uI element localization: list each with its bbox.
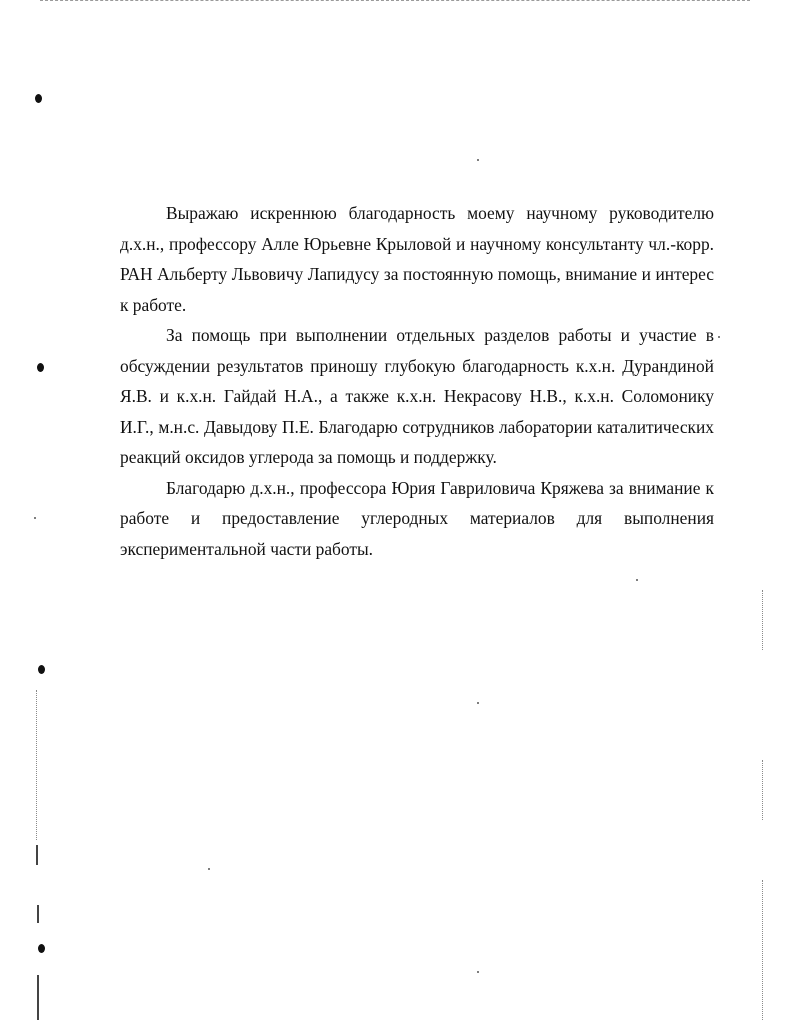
acknowledgement-paragraph: Выражаю искреннюю благодарность моему научному руководителю д.х.н., профессору Алле Юрьевне Крыловой и научному консультанту чл.-корр. РАН Альберту Львовичу Лапидусу за постоянную помощь, внимание и интерес к работе. — [120, 203, 714, 315]
scan-edge-noise — [37, 975, 40, 1020]
punch-hole-mark — [35, 94, 42, 103]
scan-top-edge — [40, 0, 750, 1]
scan-speck — [477, 971, 479, 973]
punch-hole-mark — [38, 944, 45, 953]
scan-speck — [477, 159, 479, 161]
scan-edge-noise — [36, 845, 39, 865]
scan-speck — [636, 579, 638, 581]
acknowledgements-text — [120, 198, 714, 564]
scan-speck — [718, 336, 720, 338]
scan-speck — [34, 517, 36, 519]
scan-edge-noise — [762, 590, 764, 650]
scan-edge-noise — [37, 905, 40, 923]
acknowledgement-paragraph: За помощь при выполнении отдельных разделов работы и участие в обсуждении результатов приношу глубокую благодарность к.х.н. Дурандиной Я.В. и к.х.н. Гайдай Н.А., а также к.х.н. Некрасову Н.В., к.х.н. Соломонику И.Г., м.н.с. Давыдову П.Е. Благодарю сотрудников лаборатории каталитических реакций оксидов углерода за помощь и поддержку. — [120, 325, 714, 467]
scan-edge-noise — [36, 690, 38, 840]
scan-edge-noise — [762, 760, 764, 820]
scan-speck — [208, 868, 210, 870]
punch-hole-mark — [38, 665, 45, 674]
scan-speck — [477, 702, 479, 704]
punch-hole-mark — [37, 363, 44, 372]
scan-edge-noise — [762, 880, 764, 1020]
acknowledgement-paragraph: Благодарю д.х.н., профессора Юрия Гавриловича Кряжева за внимание к работе и предоставление углеродных материалов для выполнения экспериментальной части работы. — [120, 477, 714, 559]
